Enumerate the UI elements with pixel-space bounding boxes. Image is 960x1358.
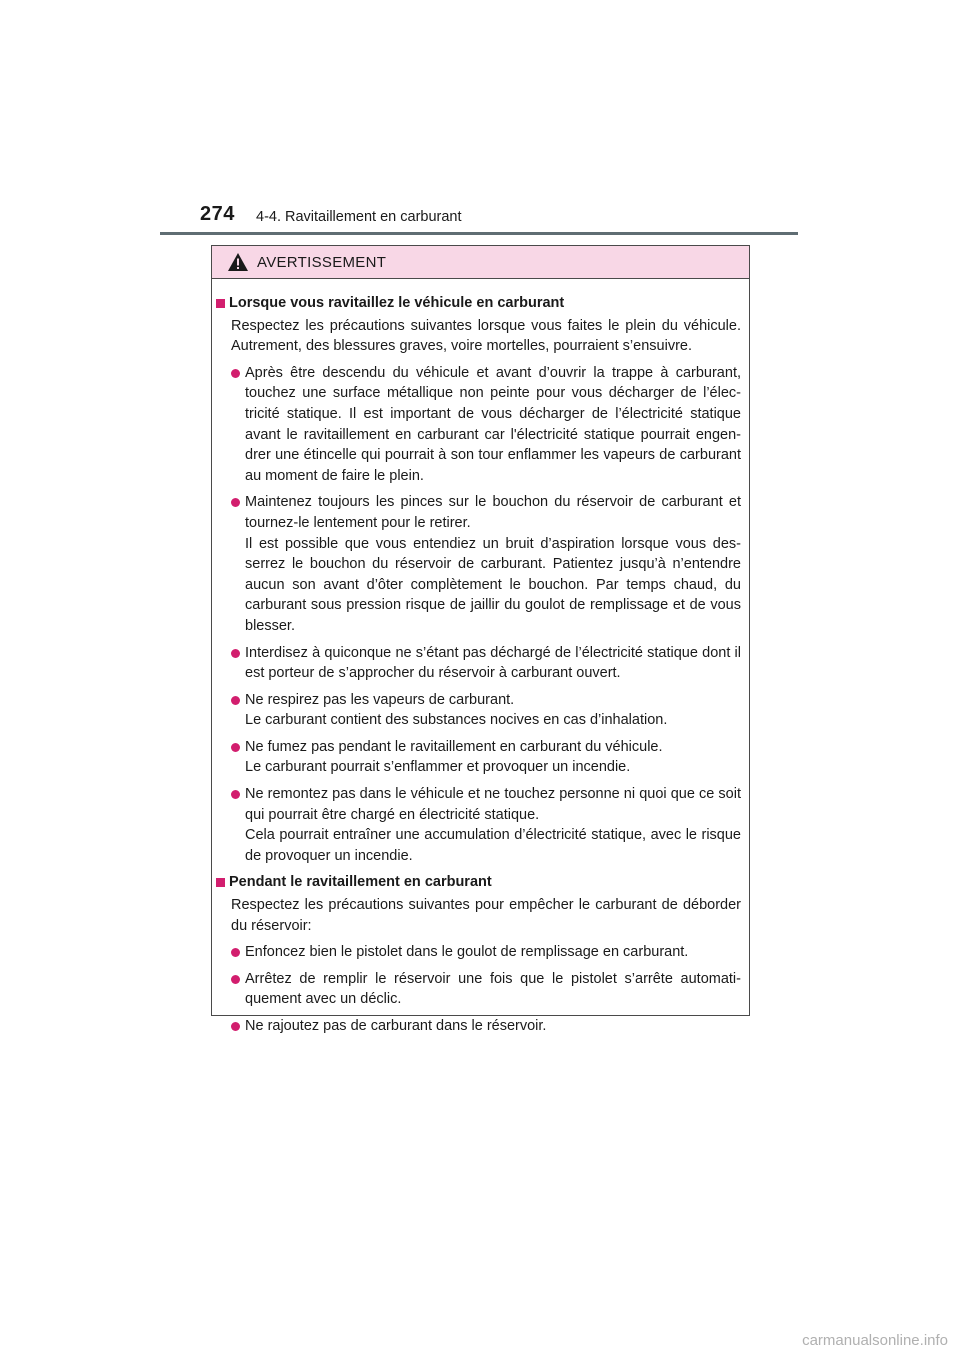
round-bullet-icon — [231, 743, 240, 752]
list-item-text: Ne rajoutez pas de carburant dans le réservoir. — [245, 1018, 547, 1034]
round-bullet-icon — [231, 369, 240, 378]
list-item-text: Ne fumez pas pendant le ravitaillement en carburant du véhicule. — [245, 738, 663, 755]
list-item-body — [245, 969, 741, 1010]
list-item-text: Arrêtez de remplir le réservoir une fois que le pistolet s’arrête automatiquement avec un déclic. — [245, 970, 741, 1008]
list-item-text: Interdisez à quiconque ne s’étant pas déchargé de l’électricité statique dont il est porteur de s’approcher du réservoir à carburant ouvert. — [245, 644, 741, 682]
list-item — [216, 784, 741, 866]
list-item — [216, 969, 741, 1010]
section-heading — [216, 872, 741, 893]
watermark: carmanualsonline.info — [802, 1332, 948, 1349]
list-item — [216, 643, 741, 684]
square-bullet-icon — [216, 299, 225, 308]
list-item-text: Il est possible que vous entendiez un bruit d’aspiration lorsque vous desserrez le bouchon du réservoir de carburant. Patientez jusqu’à n’entendre aucun son avant d’ôter complètement le bouchon. Par temps chaud, du carburant sous pression risque de jaillir du goulot de remplissage et de vous blesser. — [245, 535, 741, 634]
page-header — [0, 0, 960, 240]
warning-triangle-icon — [227, 252, 249, 272]
list-item-body — [245, 737, 741, 778]
list-item — [216, 690, 741, 731]
section-heading — [216, 293, 741, 314]
list-item-body — [245, 363, 741, 487]
list-item-text: Cela pourrait entraîner une accumulation d’électricité statique, avec le risque de provoquer un incendie. — [245, 827, 741, 864]
square-bullet-icon — [216, 878, 225, 887]
list-item — [216, 942, 741, 963]
list-item-body — [245, 492, 741, 636]
section-heading-text: Lorsque vous ravitaillez le véhicule en carburant — [229, 295, 565, 311]
section-intro: Respectez les précautions suivantes pour empêcher le carburant de déborder du réservoir: — [231, 897, 741, 934]
list-item-text: Le carburant pourrait s’enflammer et provoquer un incendie. — [245, 759, 631, 776]
round-bullet-icon — [231, 948, 240, 957]
list-item-text: Le carburant contient des substances nocives en cas d’inhalation. — [245, 712, 668, 729]
header-rule — [160, 232, 798, 235]
list-item-body — [245, 1016, 741, 1037]
round-bullet-icon — [231, 1022, 240, 1031]
list-item-text: Ne remontez pas dans le véhicule et ne touchez personne ni quoi que ce soit qui pourrait être chargé en électricité statique. — [245, 786, 741, 823]
warning-content — [212, 279, 749, 1037]
list-item — [216, 737, 741, 778]
list-item-text: Enfoncez bien le pistolet dans le goulot de remplissage en carburant. — [245, 944, 689, 961]
section-heading-text: Pendant le ravitaillement en carburant — [229, 874, 492, 891]
list-item-text: Ne respirez pas les vapeurs de carburant. — [245, 691, 515, 708]
round-bullet-icon — [231, 790, 240, 799]
list-item-body — [245, 942, 741, 963]
list-item-body — [245, 643, 741, 684]
list-item-text: Maintenez toujours les pinces sur le bouchon du réservoir de carburant et tournez-le lentement pour le retirer. — [245, 494, 741, 531]
list-item — [216, 492, 741, 636]
round-bullet-icon — [231, 649, 240, 658]
round-bullet-icon — [231, 498, 240, 507]
warning-header — [212, 246, 749, 279]
list-item-body — [245, 690, 741, 731]
round-bullet-icon — [231, 696, 240, 705]
warning-title: AVERTISSEMENT — [257, 253, 387, 271]
list-item-text: Après être descendu du véhicule et avant d’ouvrir la trappe à carburant, touchez une surface métallique non peinte pour vous décharger de l’électricité statique. Il est important de vous décharger de l’électricité statique avant le ravitaillement en carburant car l'électricité statique pourrait engendrer une étincelle qui pourrait à son tour enflammer les vapeurs de carburant au moment de faire le plein. — [245, 364, 741, 484]
page-number: 274 — [200, 203, 235, 225]
warning-box — [211, 245, 750, 1034]
section-title: 4-4. Ravitaillement en carburant — [256, 209, 462, 225]
list-item-body — [245, 784, 741, 866]
section-intro: Respectez les précautions suivantes lorsque vous faites le plein du véhicule. Autrement, des blessures graves, voire mortelles, pourraient s’ensuivre. — [231, 317, 741, 355]
list-item — [216, 1016, 741, 1037]
list-item — [216, 363, 741, 487]
round-bullet-icon — [231, 975, 240, 984]
